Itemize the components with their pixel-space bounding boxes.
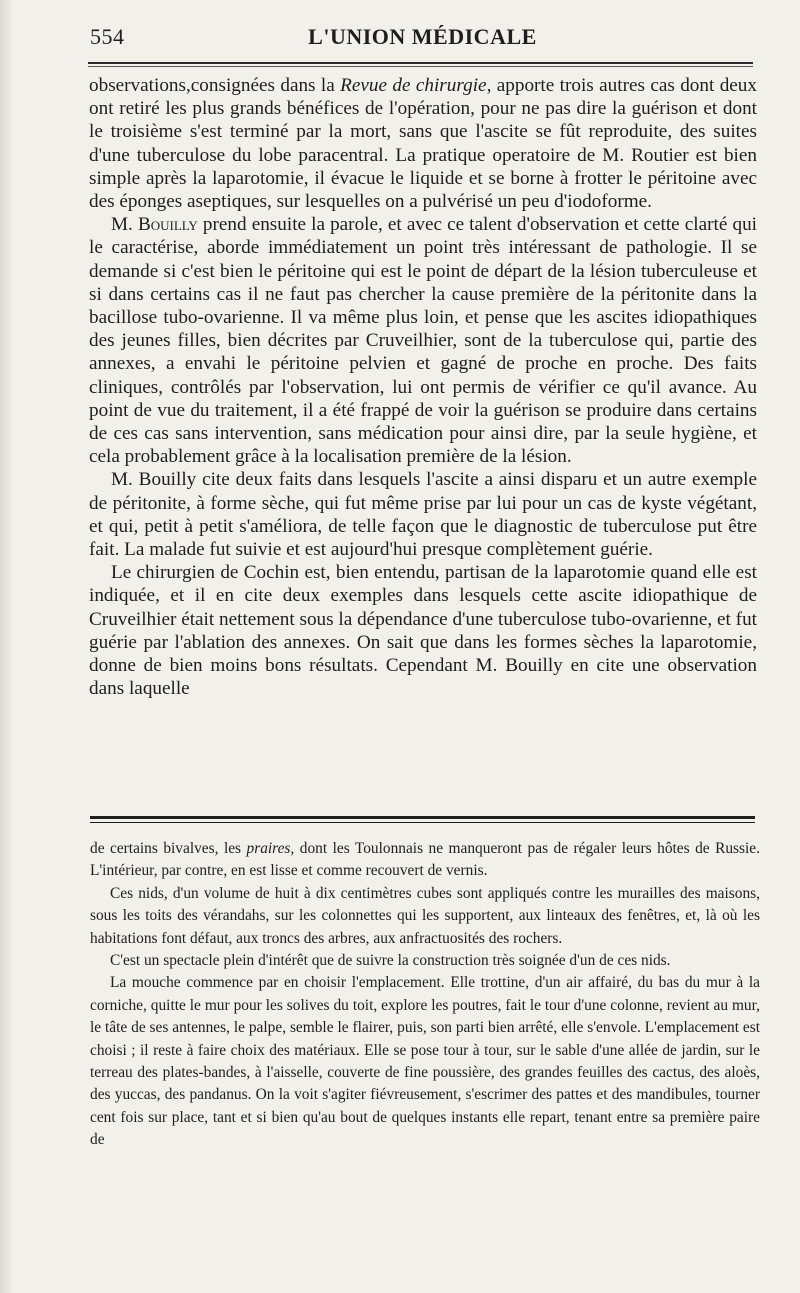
feuilleton-divider <box>90 816 755 819</box>
paragraph-text: observations,consignées dans la <box>89 75 341 96</box>
page-number: 554 <box>90 24 125 49</box>
paragraph-text: de certains bivalves, les <box>90 840 247 857</box>
article-paragraph-4: Le chirurgien de Cochin est, bien entendu, partisan de la laparotomie quand elle est indiquée, et il en cite deux exemples dans lesquels cette ascite idiopathique de Cruveilhier était nettement sous la dépendance d'une tuberculose tubo-ovarienne, et fut guérie par l'ablation des annexes. On sait que dans les formes sèches la laparotomie, donne de bien moins bons résultats. Cependant M. Bouilly en cite une observation dans laquelle <box>89 562 757 700</box>
paragraph-text: dont les Toulonnais ne manqueront pas de régaler leurs hôtes de Russie. L'intérieur, par contre, en est lisse et comme recouvert de vernis. <box>90 840 760 880</box>
page-header <box>90 18 755 54</box>
main-article <box>89 74 757 700</box>
paragraph-text: prend ensuite la parole, et avec ce talent d'observation et cette clarté qui le caractérise, aborde immédiatement un point très intéressant de pathologie. Il se demande si c'est bien le péritoine qui est le point de départ de la lésion tuberculeuse et si dans certains cas il ne faut pas chercher la cause première de la péritonite dans la bacillose tubo-ovarienne. Il va même plus loin, et pense que les ascites idiopathiques des jeunes filles, bien décrites par Cruveilhier, sont de la tuberculose qui, partie des annexes, a envahi le péritoine pelvien et gagné de proche en proche. Des faits cliniques, contrôlés par l'observation, lui ont permis de vérifier ce qu'il avance. Au point de vue du traitement, il a été frappé de voir la guérison se produire dans certains de ces cas sans intervention, sans médication pour ainsi dire, par la seule hygiène, et cela probablement grâce à la localisation première de la lésion. <box>89 214 757 468</box>
paragraph-text: M. <box>111 214 138 236</box>
feuilleton-paragraph-1 <box>90 838 760 883</box>
article-paragraph-1 <box>89 74 757 213</box>
article-paragraph-2 <box>89 213 757 468</box>
surgeon-name-smallcaps: Bouilly <box>137 214 198 236</box>
header-rule <box>88 62 753 64</box>
journal-title-italic: Revue de chirurgie <box>340 75 487 96</box>
praires-italic: praires, <box>246 840 295 857</box>
page-edge-shadow <box>0 0 14 1293</box>
paragraph-text: , apporte trois autres cas dont deux ont retiré les plus grands bénéfices de l'opération, pour ne pas dire la guérison et dont le troisième s'est terminé par la mort, sans que l'ascite se fût reproduite, des suites d'une tuberculose du lobe paracentral. La pratique operatoire de M. Routier est bien simple après la laparotomie, il évacue le liquide et se borne à frotter le péritoine avec des éponges aseptiques, sur lesquelles on a pulvérisé un peu d'iodoforme. <box>89 75 757 213</box>
article-paragraph-3: M. Bouilly cite deux faits dans lesquels l'ascite a ainsi disparu et un autre exemple de péritonite, à forme sèche, qui fut même prise par lui pour un cas de kyste végétant, et qui, petit à petit s'améliora, de telle façon que le diagnostic de tuberculose put être fait. La malade fut suivie et est aujourd'hui presque complètement guérie. <box>89 469 757 561</box>
feuilleton-paragraph-2: Ces nids, d'un volume de huit à dix centimètres cubes sont appliqués contre les murailles des maisons, sous les toits des vérandahs, sur les colonnettes qui les supportent, aux linteaux des fenêtres, et, là où les habitations font défaut, aux troncs des arbres, aux anfractuosités des rochers. <box>90 884 760 947</box>
feuilleton-paragraph-4: La mouche commence par en choisir l'emplacement. Elle trottine, d'un air affairé, du bas du mur à la corniche, quitte le mur pour les solives du toit, explore les poutres, fait le tour d'une colonne, revient au mur, le tâte de ses antennes, le palpe, semble le flairer, puis, son parti bien arrêté, elle s'envole. L'emplacement est choisi ; il reste à faire choix des matériaux. Elle se pose tour à tour, sur le sable d'une allée de jardin, sur le terreau des plates-bandes, à l'aisselle, couverte de fine poussière, des grandes feuilles des cactus, des aloès, des yuccas, des pandanus. On la voit s'agiter fiévreusement, s'escrimer des pattes et des mandibules, tourner cent fois sur place, tant et si bien qu'au bout de quelques instants elle repart, tenant entre sa première paire de <box>90 974 760 1149</box>
feuilleton-divider-thin <box>90 822 755 823</box>
feuilleton-paragraph-3: C'est un spectacle plein d'intérêt que de suivre la construction très soignée d'un de ces nids. <box>110 952 671 970</box>
feuilleton-section <box>90 838 760 1152</box>
running-title: L'UNION MÉDICALE <box>308 24 537 49</box>
header-rule-thin <box>88 66 753 67</box>
